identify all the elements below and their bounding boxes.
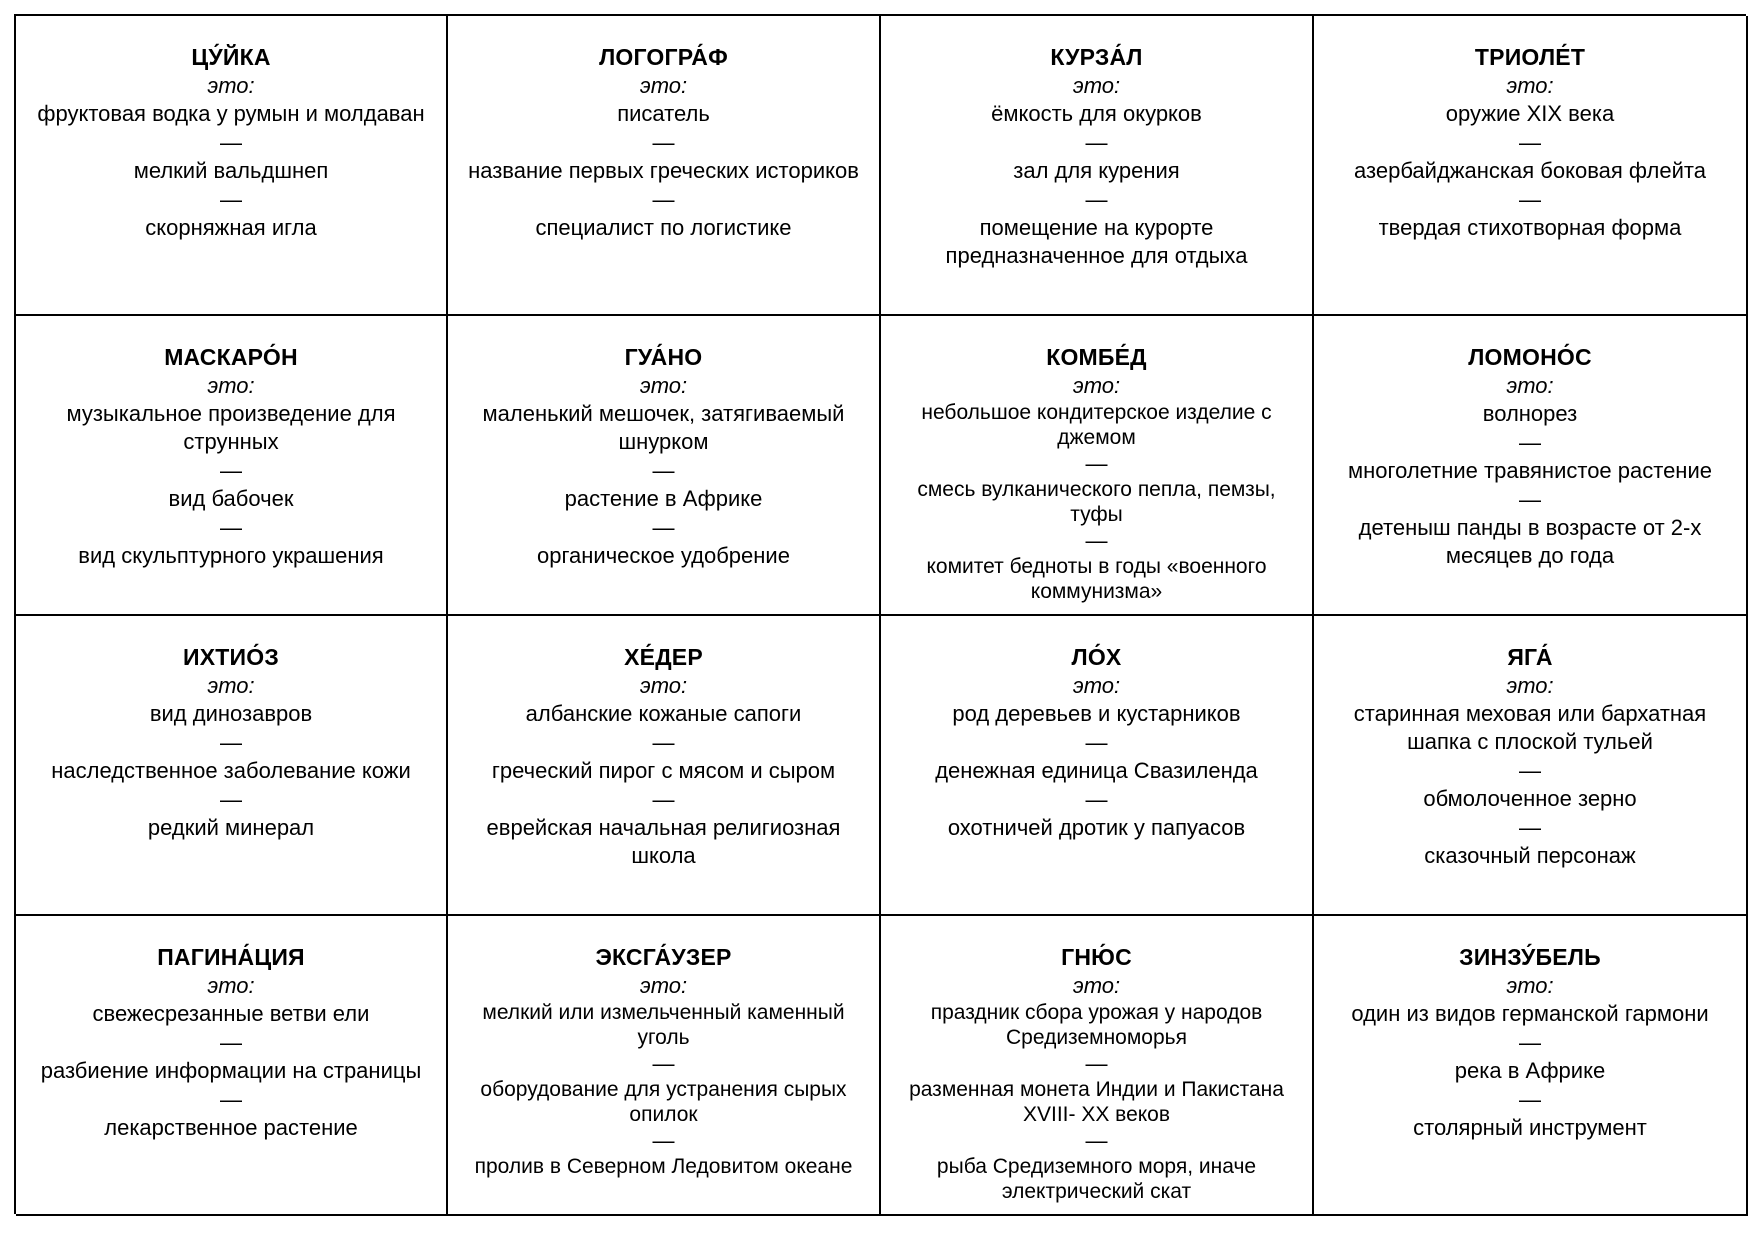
definition-separator: — <box>1085 130 1108 155</box>
card-definition: детеныш панды в возрасте от 2-х месяцев до года <box>1358 515 1702 568</box>
card-word: ПАГИНА́ЦИЯ <box>157 944 305 970</box>
card-definition: род деревьев и кустарников <box>952 701 1241 726</box>
word-card <box>1314 616 1748 916</box>
card-eto-label: это: <box>207 973 255 998</box>
card-definition: наследственное заболевание кожи <box>51 758 411 783</box>
card-definition: греческий пирог с мясом и сыром <box>491 758 836 783</box>
card-definition: мелкий или измельченный каменный уголь <box>482 1001 845 1049</box>
card-word: ГУА́НО <box>624 344 703 370</box>
definition-separator: — <box>652 787 675 812</box>
card-eto-label: это: <box>1506 373 1554 398</box>
card-definition: комитет бедноты в годы «военного коммунизма» <box>926 555 1267 603</box>
definition-separator: — <box>1519 487 1541 512</box>
card-eto-label: это: <box>639 973 688 998</box>
card-definition: столярный инструмент <box>1413 1115 1647 1140</box>
word-card <box>16 916 448 1216</box>
card-definition: многолетние травянистое растение <box>1348 458 1712 483</box>
card-eto-label: это: <box>207 373 255 398</box>
card-definition: зал для курения <box>1013 158 1180 183</box>
word-card <box>1314 916 1748 1216</box>
definition-separator: — <box>220 787 242 812</box>
card-word: ЦУ́ЙКА <box>191 44 271 70</box>
card-eto-label: это: <box>1506 673 1554 698</box>
card-definition: обмолоченное зерно <box>1423 786 1637 811</box>
card-word: ИХТИО́З <box>183 644 279 670</box>
definition-separator: — <box>1519 1087 1541 1112</box>
card-definition: разменная монета Индии и Пакистана XVIII- XX веков <box>909 1078 1284 1126</box>
definition-separator: — <box>1519 130 1541 155</box>
card-word: ЛО́Х <box>1071 644 1122 670</box>
definition-separator: — <box>1519 815 1541 840</box>
card-definition: праздник сбора урожая у народов Средиземноморья <box>930 1001 1263 1049</box>
definition-separator: — <box>652 730 675 755</box>
card-word: ЭКСГА́УЗЕР <box>595 944 732 970</box>
card-definition: рыба Средиземного моря, иначе электрический скат <box>936 1155 1257 1203</box>
definition-separator: — <box>1519 187 1541 212</box>
card-definition: лекарственное растение <box>104 1115 358 1140</box>
card-definition: редкий минерал <box>147 815 315 840</box>
definition-separator: — <box>1085 787 1108 812</box>
card-eto-label: это: <box>1506 973 1554 998</box>
word-card <box>1314 316 1748 616</box>
card-definition: ёмкость для окурков <box>991 101 1202 126</box>
card-definition: разбиение информации на страницы <box>40 1058 422 1083</box>
definition-separator: — <box>220 458 242 483</box>
card-eto-label: это: <box>207 673 255 698</box>
card-word: ГНЮ́С <box>1061 944 1132 970</box>
card-definition: органическое удобрение <box>537 543 790 568</box>
definition-separator: — <box>1519 1030 1541 1055</box>
card-eto-label: это: <box>1072 373 1121 398</box>
card-definition: волнорез <box>1482 401 1578 426</box>
card-word: МАСКАРО́Н <box>164 344 298 370</box>
card-definition: растение в Африке <box>564 486 763 511</box>
definition-separator: — <box>1085 1051 1108 1076</box>
card-eto-label: это: <box>639 673 688 698</box>
word-card <box>1314 16 1748 316</box>
definition-separator: — <box>220 1087 242 1112</box>
card-definition: помещение на курорте предназначенное для отдыха <box>945 215 1248 268</box>
card-word: ХЕ́ДЕР <box>624 644 703 670</box>
word-card <box>448 16 881 316</box>
card-definition: старинная меховая или бархатная шапка с плоской тульей <box>1353 701 1707 754</box>
card-eto-label: это: <box>1072 673 1121 698</box>
card-definition: вид динозавров <box>149 701 313 726</box>
definition-separator: — <box>1519 758 1541 783</box>
definition-separator: — <box>220 130 242 155</box>
card-definition: вид скульптурного украшения <box>78 543 384 568</box>
card-word: ЛОМОНО́С <box>1468 344 1592 370</box>
definition-separator: — <box>652 1128 675 1153</box>
card-definition: название первых греческих историков <box>468 158 859 183</box>
card-word: ТРИОЛЕ́Т <box>1474 44 1586 70</box>
card-definition: небольшое кондитерское изделие с джемом <box>921 401 1272 449</box>
card-definition: сказочный персонаж <box>1424 843 1636 868</box>
card-definition: твердая стихотворная форма <box>1378 215 1682 240</box>
definition-separator: — <box>652 515 675 540</box>
definition-separator: — <box>652 458 675 483</box>
definition-separator: — <box>652 187 675 212</box>
card-definition: пролив в Северном Ледовитом океане <box>474 1155 853 1178</box>
card-word: КУРЗА́Л <box>1050 44 1143 70</box>
definition-separator: — <box>220 515 242 540</box>
card-word: ЯГА́ <box>1507 644 1553 670</box>
card-definition: один из видов германской гармони <box>1351 1001 1709 1026</box>
card-definition: свежесрезанные ветви ели <box>92 1001 370 1026</box>
card-eto-label: это: <box>1072 73 1121 98</box>
definition-separator: — <box>652 1051 675 1076</box>
card-definition: скорняжная игла <box>145 215 317 240</box>
card-word: КОМБЕ́Д <box>1046 344 1147 370</box>
definition-separator: — <box>1085 1128 1108 1153</box>
definition-separator: — <box>652 130 675 155</box>
card-eto-label: это: <box>207 73 255 98</box>
card-definition: маленький мешочек, затягиваемый шнурком <box>482 401 845 454</box>
card-eto-label: это: <box>639 373 688 398</box>
definition-separator: — <box>1085 528 1108 553</box>
card-eto-label: это: <box>1072 973 1121 998</box>
word-card <box>448 316 881 616</box>
card-definition: охотничей дротик у папуасов <box>947 815 1246 840</box>
card-definition: еврейская начальная религиозная школа <box>486 815 841 868</box>
word-card <box>881 916 1314 1216</box>
card-definition: фруктовая водка у румын и молдаван <box>37 101 425 126</box>
card-eto-label: это: <box>1506 73 1554 98</box>
definition-separator: — <box>1519 430 1541 455</box>
word-card <box>16 16 448 316</box>
definition-separator: — <box>1085 730 1108 755</box>
card-definition: специалист по логистике <box>535 215 792 240</box>
card-word: ЛОГОГРА́Ф <box>599 44 728 70</box>
card-definition: мелкий вальдшнеп <box>133 158 329 183</box>
definition-separator: — <box>1085 451 1108 476</box>
word-card-grid <box>14 14 1746 1214</box>
card-definition: музыкальное произведение для струнных <box>66 401 396 454</box>
word-card <box>881 316 1314 616</box>
card-definition: писатель <box>617 101 710 126</box>
card-definition: албанские кожаные сапоги <box>525 701 802 726</box>
card-definition: вид бабочек <box>168 486 294 511</box>
card-definition: смесь вулканического пепла, пемзы, туфы <box>917 478 1276 526</box>
word-card <box>16 616 448 916</box>
card-definition: оборудование для устранения сырых опилок <box>480 1078 847 1126</box>
word-card <box>448 616 881 916</box>
card-word: ЗИНЗУ́БЕЛЬ <box>1459 944 1601 970</box>
card-definition: река в Африке <box>1454 1058 1606 1083</box>
definition-separator: — <box>1085 187 1108 212</box>
definition-separator: — <box>220 1030 242 1055</box>
word-card <box>16 316 448 616</box>
card-definition: денежная единица Свазиленда <box>935 758 1258 783</box>
word-card <box>881 16 1314 316</box>
card-definition: азербайджанская боковая флейта <box>1354 158 1706 183</box>
word-card <box>881 616 1314 916</box>
card-definition: оружие XIX века <box>1445 101 1615 126</box>
card-eto-label: это: <box>639 73 688 98</box>
definition-separator: — <box>220 730 242 755</box>
word-card <box>448 916 881 1216</box>
definition-separator: — <box>220 187 242 212</box>
